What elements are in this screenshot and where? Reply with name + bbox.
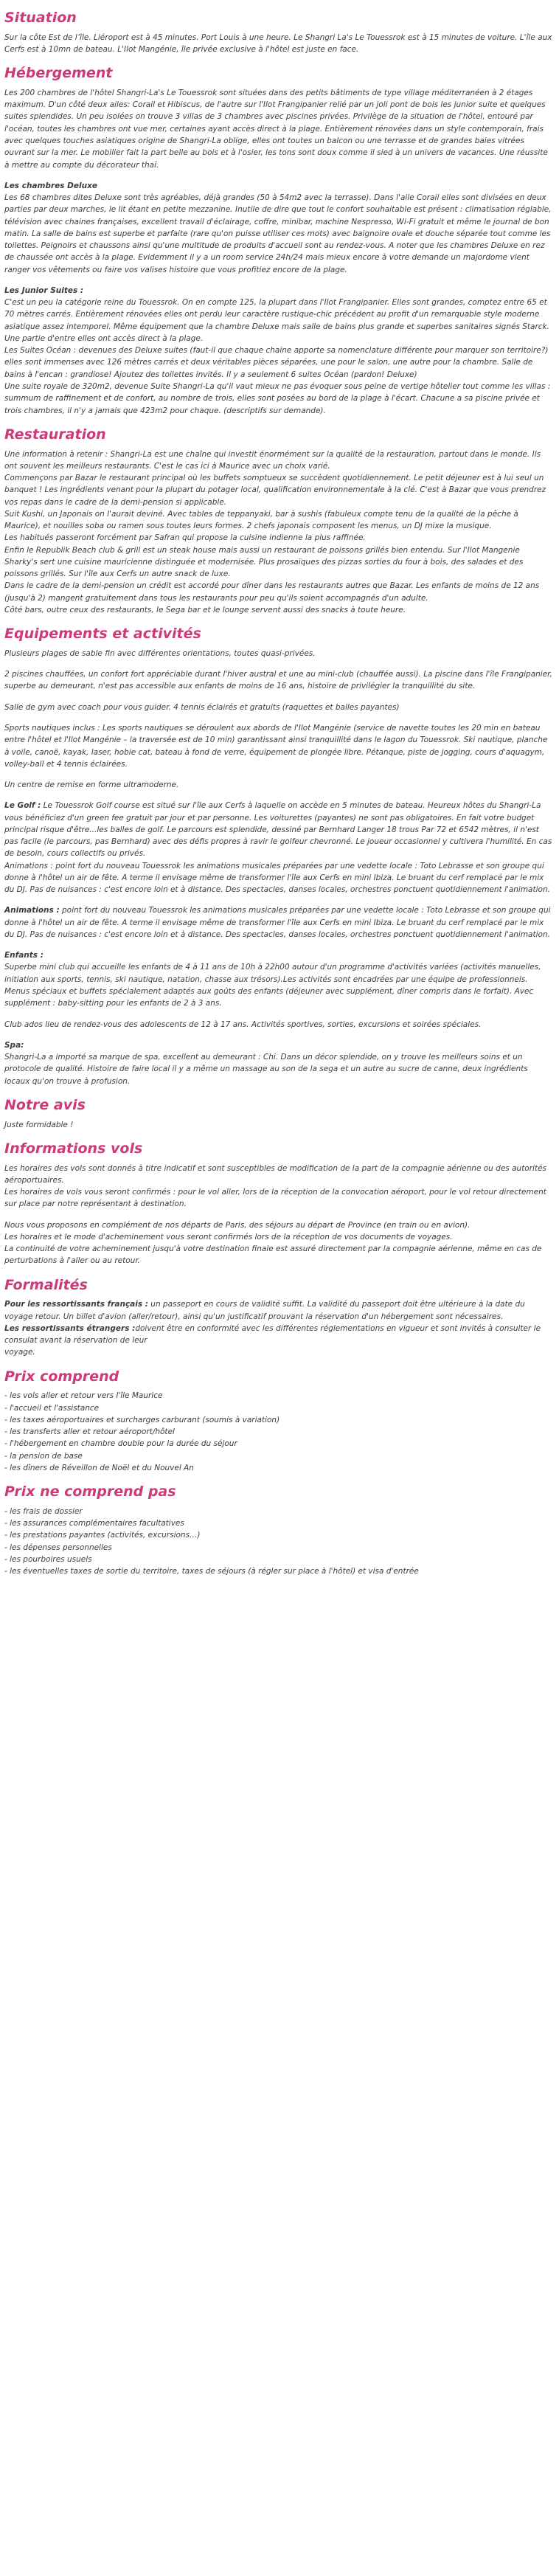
list-item: - les taxes aéroportuaires et surcharges carburant (soumis à variation) xyxy=(4,1415,280,1424)
list-item: - les prestations payantes (activités, excursions…) xyxy=(4,1531,201,1540)
formalites-francais-text: un passeport en cours de validité suffit. La validité du passeport doit être ultérieure à la date du voyage retour. Un billet d'avion (aller/retour), ainsi qu'un justificatif prouvant la réservation d'un hébergement sont nécessaires. xyxy=(4,1300,525,1321)
formalites-etrangers-label: Les ressortissants étrangers : xyxy=(4,1323,136,1333)
golf-label: Le Golf : xyxy=(4,801,41,811)
equipements-gym: Salle de gym avec coach pour vous guider. 4 tennis éclairés et gratuits (raquettes et balles payantes) xyxy=(4,702,400,712)
list-item: - les pourboires usuels xyxy=(4,1554,92,1564)
enfants-label: Enfants : xyxy=(4,951,44,960)
vols-text-2a: Nous vous proposons en complément de nos départs de Paris, des séjours au départ de Province (en train ou en avion). xyxy=(4,1220,471,1230)
junior-text-1: C'est un peu la catégorie reine du Touessrok. On en compte 125, la plupart dans l'Ilot Frangipanier. Elles sont grandes, comptez entre 65 et 70 mètres carrés. Entièrement rénovées elles ont perdu leur caractère rustique-chic précédent au profit d'un remarquable style moderne asiatique assez intemporel. Même équipement que la chambre Deluxe mais salle de bains plus grande et superbes sanitaires signés Starck. Une partie d'entre elles ont accès direct à la plage. xyxy=(4,298,549,343)
formalites-etrangers xyxy=(4,1323,555,1347)
list-item: - les assurances complémentaires facultatives xyxy=(4,1519,184,1528)
animations-paragraph xyxy=(4,904,555,941)
golf-paragraph xyxy=(4,800,555,859)
vols-text-2b: Les horaires et le mode d'acheminement vous seront confirmés lors de la réception de vos documents de voyages. xyxy=(4,1232,453,1242)
golf-animations-text: Animations : point fort du nouveau Touessrok les animations musicales préparées par une vedette locale : Toto Lebrasse et son groupe qui donne à l'hôtel un air de fête. A terme il envisage même de transformer l'île aux Cerfs en mini Ibiza. Le bruant du cerf remplacé par le mix du DJ. Pas de nuisances : c'est encore loin et à distance. Des spectacles, danses locales, orchestres ponctuent quotidiennement l'animation. xyxy=(4,861,550,895)
vols-text-1a: Les horaires des vols sont donnés à titre indicatif et sont susceptibles de modification de la part de la compagnie aérienne ou des autorités aéroportuaires. xyxy=(4,1163,547,1185)
list-item: - les transferts aller et retour aéroport/hôtel xyxy=(4,1427,175,1437)
junior-title xyxy=(4,285,555,297)
formalites-etrangers-text-2: voyage. xyxy=(4,1348,35,1357)
list-item: - les vols aller et retour vers l'île Maurice xyxy=(4,1391,163,1401)
equipements-plages: Plusieurs plages de sable fin avec différentes orientations, toutes quasi-privées. xyxy=(4,648,316,658)
animations-label: Animations : xyxy=(4,906,60,915)
section-title-equipements: Equipements et activités xyxy=(4,626,201,643)
equipements-sports-nautiques: Sports nautiques inclus : Les sports nautiques se déroulent aux abords de l'Ilot Mangénie (service de navette toutes les 20 min en bateau entre l'hôtel et l'Ilot Mangénie – la traversée est de 10 min) garantissant ainsi tranquillité dans le lagon du Touessrok. Ski nautique, planche à voile, canoë, kayak, laser, hobie cat, bateau à fond de verre, équipement de plongée libre. Pétanque, piste de jogging, cours d'aquagym, volley-ball et 4 tennis éclairées. xyxy=(4,723,548,769)
junior-title-text: Les Junior Suites : xyxy=(4,285,84,295)
list-item: - l'accueil et l'assistance xyxy=(4,1403,100,1413)
animations-text: point fort du nouveau Touessrok les animations musicales préparées par une vedette locale : Toto Lebrasse et son groupe qui donne à l'hôtel un air de fête. A terme il envisage même de transformer l'île aux Cerfs en mini Ibiza. Le bruant du cerf remplacé par le mix du DJ. Pas de nuisances : c'est encore loin et à distance. Des spectacles, danses locales, orchestres ponctuent quotidiennement l'animation. xyxy=(4,906,551,939)
spa-text: Shangri-La a importé sa marque de spa, excellent au demeurant : Chi. Dans un décor splendide, on y trouve les meilleurs soins et un protocole de qualité. Histoire de faire local il y a même un massage au son de la sega et un autre au sucre de canne, deux ingrédients locaux qu'on trouve à profusion. xyxy=(4,1053,528,1086)
golf-text: Le Touessrok Golf course est situé sur l'île aux Cerfs à laquelle on accède en 5 minutes de bateau. Heureux hôtes du Shangri-La vous bénéficiez d'un green fee gratuit par jour et par personne. Les voiturettes (payantes) ne sont pas obligatoires. En fait votre budget principal risque d'être...les balles de golf. Le parcours est splendide, dessiné par Bernhard Langer 18 trous Par 72 et 6542 mètres, il n'est pas facile (le parcours, pas Bernhard) avec des défis propres à ravir le golfeur chevronné. Le joueur occasionnel y cultivera l'humilité. En cas de besoin, cours collectifs ou privés. xyxy=(4,801,552,859)
section-title-informations-vols: Informations vols xyxy=(4,1140,143,1157)
section-title-restauration: Restauration xyxy=(4,426,106,443)
section-title-situation: Situation xyxy=(4,10,77,26)
section-title-notre-avis: Notre avis xyxy=(4,1096,86,1113)
situation-text: Sur la côte Est de l’île. Liéroport est à 45 minutes. Port Louis à une heure. Le Shangri La's Le Touessrok est à 15 minutes de voiture. L'île aux Cerfs est à 10mn de bateau. L'Ilot Mangénie, île privée exclusive à l'hôtel est juste en face. xyxy=(4,32,552,54)
equipements-remise-en-forme: Un centre de remise en forme ultramoderne. xyxy=(4,780,179,790)
section-title-prix-comprend: Prix comprend xyxy=(4,1368,119,1385)
list-item: - les dîners de Réveillon de Noël et du Nouvel An xyxy=(4,1463,194,1472)
section-title-prix-ne-comprend: Prix ne comprend pas xyxy=(4,1483,176,1500)
deluxe-title-text: Les chambres Deluxe xyxy=(4,181,97,190)
vols-text-1b: Les horaires de vols vous seront confirmés : pour le vol aller, lors de la réception de la convocation aéroport, pour le vol retour directement sur place par notre représentant à destination. xyxy=(4,1188,546,1209)
deluxe-title xyxy=(4,180,555,192)
list-item: - les éventuelles taxes de sortie du territoire, taxes de séjours (à régler sur place à l'hôtel) et visa d'entrée xyxy=(4,1567,419,1576)
list-item: - la pension de base xyxy=(4,1451,83,1461)
notre-avis-text: Juste formidable ! xyxy=(4,1120,74,1129)
restauration-text: Une information à retenir : Shangri-La est une chaîne qui investit énormément sur la qualité de la restauration, partout dans le monde. Ils ont souvent les meilleurs restaurants. C'est le cas ici à Maurice avec un choix varié. Commençons par Bazar le restaurant principal où les buffets somptueux se succèdent quotidiennement. Le petit déjeuner est à lui seul un banquet ! Les ingrédients venant pour la plupart du potager local, qualification environnementale à la clé. C'est à Bazar que vous prendrez vos repas dans le cadre de la demi-pension si applicable. Suit Kushi, un Japonais on l'aurait deviné. Avec tables de teppanyaki, bar à sushis (fabuleux compte tenu de la qualité de la pêche à Maurice), et nouilles soba ou ramen sous toutes leurs formes. 2 chefs japonais composent les menus, un DJ mixe la musique. Les habitués passeront forcément par Safran qui propose la cuisine indienne la plus raffinée. Enfin le Republik Beach club & grill est un steak house mais aussi un restaurant de poissons grillés bien entendu. Sur l'Ilot Mangenie Sharky's sert une cuisine mauricienne distinguée et modernisée. Plus prosaïques des pizzas sorties du four à bois, des salades et des poissons grillés. Sur l'île aux Cerfs un autre snack de luxe. Dans le cadre de la demi-pension un crédit est accordé pour dîner dans les restaurants autres que Bazar. Les enfants de moins de 12 ans (jusqu'à 2) mangent gratuitement dans tous les restaurants pour peu qu'ils soient accompagnés d'un adulte. Côté bars, outre ceux des restaurants, le Sega bar et le lounge servent aussi des snacks à toute heure. xyxy=(4,449,546,614)
prix-ne-comprend-list xyxy=(4,1506,555,1578)
junior-text-2: Les Suites Océan : devenues des Deluxe suites (faut-il que chaque chaine apporte sa nomenclature différente pour marquer son territoire?) elles sont immenses avec 126 mètres carrés et deux véritables pièces séparées, une pour le salon, une autre pour la chambre. Salle de bains à l'encan : grandiose! Ajoutez des toilettes invités. Il y a seulement 6 suites Océan (pardon! Deluxe) xyxy=(4,346,549,379)
section-title-hebergement: Hébergement xyxy=(4,65,113,82)
enfants-label-line xyxy=(4,949,555,961)
list-item: - les dépenses personnelles xyxy=(4,1543,112,1552)
list-item: - les frais de dossier xyxy=(4,1506,83,1516)
club-ados-text: Club ados lieu de rendez-vous des adolescents de 12 à 17 ans. Activités sportives, sorties, excursions et soirées spéciales. xyxy=(4,1019,482,1029)
junior-text-3: Une suite royale de 320m2, devenue Suite Shangri-La qu'il vaut mieux ne pas évoquer sous peine de vertige hôtelier tout comme les villas : summum de raffinement et de confort, au nombre de trois, elles sont posées au bord de la plage à l'écart. Chacune a sa piscine privée et trois chambres, il n'y a jamais que 423m2 pour chaque. (descriptifs sur demande). xyxy=(4,382,551,415)
vols-text-2c: La continuité de votre acheminement jusqu'à votre destination finale est assuré directement par la compagnie aérienne, même en cas de perturbations à l'aller ou au retour. xyxy=(4,1244,542,1266)
spa-label-line xyxy=(4,1039,555,1051)
equipements-piscines: 2 piscines chauffées, un confort fort appréciable durant l'hiver austral et une au mini-club (chauffée aussi). La piscine dans l'île Frangipanier, superbe au demeurant, n'est pas accessible aux enfants de moins de 16 ans, histoire de privilégier la tranquillité du site. xyxy=(4,670,552,691)
list-item: - l'hébergement en chambre double pour la durée du séjour xyxy=(4,1439,237,1449)
enfants-text: Superbe mini club qui accueille les enfants de 4 à 11 ans de 10h à 22h00 autour d'un programme d'activités variées (activités manuelles, initiation aux sports, tennis, ski nautique, natation, chasse aux trésors).Les activités sont encadrées par une équipe de professionnels. Menus spéciaux et buffets spécialement adaptés aux goûts des enfants (déjeuner avec supplément, dîner compris dans le forfait). Avec supplément : baby-sitting pour les enfants de 2 à 3 ans. xyxy=(4,963,541,1008)
deluxe-text: Les 68 chambres dites Deluxe sont très agréables, déjà grandes (50 à 54m2 avec la terrasse). Dans l'aile Corail elles sont divisées en deux parties par deux marches, le lit étant en petite mezzanine. Inutile de dire que tout le confort souhaitable est présent : climatisation réglable, télévision avec chaines françaises, excellent travail d'éclairage, coffre, minibar, machine Nespresso, Wi-Fi gratuit et même le journal de bon matin. La salle de bains est superbe et parfaite (rare qu'on puisse utiliser ces mots) avec baignoire ovale et douche séparée tout comme les toilettes. Peignoirs et chaussons ainsi qu'une multitude de produits d'accueil sont au rendez-vous. A noter que les chambres Deluxe en rez de chaussée ont accès à la plage. Evidemment il y a un room service 24h/24 mais mieux encore à votre demande un majordome vient ranger vos vêtements ou faire vos valises histoire que vous profitiez encore de la plage. xyxy=(4,193,552,274)
hebergement-intro: Les 200 chambres de l'hôtel Shangri-La's Le Touessrok sont situées dans des petits bâtiments de type village méditerranéen à 2 étages maximum. D'un côté deux ailes: Corail et Hibiscus, de l'autre sur l'Ilot Frangipanier relié par un joli pont de bois les junior suite et quelques suites splendides. Un peu isolées on trouve 3 villas de 3 chambres avec piscines privées. Privilège de la situation de l'hôtel, entouré par l'océan, toutes les chambres ont vue mer, certaines ayant accès direct à la plage. Entièrement rénovées dans un style contemporain, frais avec quelques touches asiatiques origine de Shangri-La oblige, elles ont toutes un balcon ou une terrasse et de grandes baies vitrées ouvrant sur la mer. Le mobilier fait la part belle au bois et à l'osier, les tons sont doux comme il sied à un univers de vacances. Une réussite à mettre au compte du décorateur thaï. xyxy=(4,88,548,170)
formalites-etrangers-text: doivent être en conformité avec les différentes réglementations en vigueur et sont invités à consulter le consulat avant la réservation de leur xyxy=(4,1323,541,1346)
spa-label: Spa: xyxy=(4,1040,24,1050)
formalites-francais xyxy=(4,1298,555,1323)
prix-comprend-list xyxy=(4,1390,555,1474)
formalites-francais-label: Pour les ressortissants français : xyxy=(4,1300,148,1309)
section-title-formalites: Formalités xyxy=(4,1276,88,1293)
